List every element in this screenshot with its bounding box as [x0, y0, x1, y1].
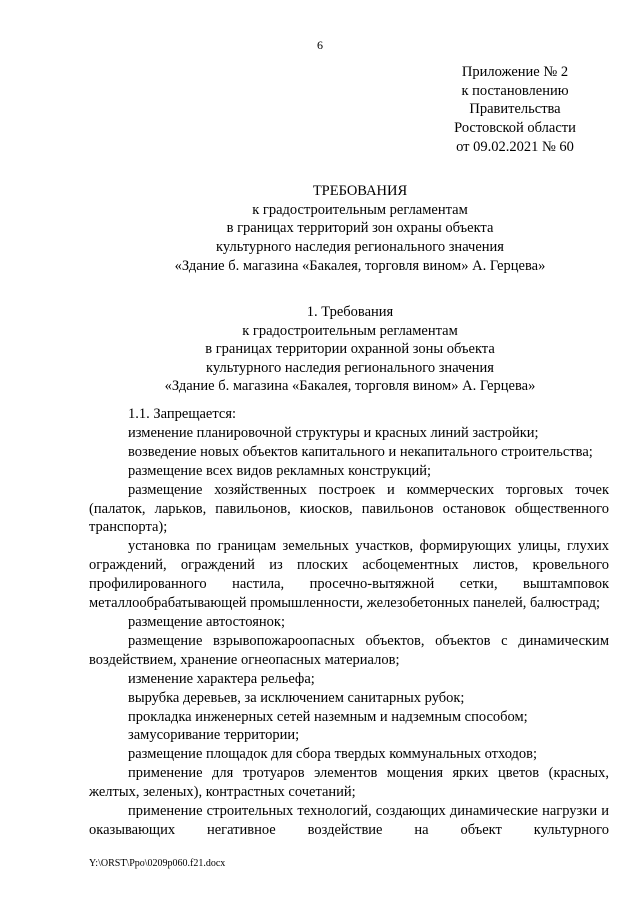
section-heading-line: культурного наследия регионального значения: [206, 359, 494, 376]
section-heading-line: «Здание б. магазина «Бакалея, торговля вином» А. Герцева»: [164, 378, 536, 395]
appendix-line: Приложение № 2: [461, 64, 569, 80]
document-title: [0, 182, 640, 276]
paragraph: прокладка инженерных сетей наземным и надземным способом;: [128, 708, 528, 725]
paragraph: 1.1. Запрещается:: [128, 406, 237, 422]
paragraph: размещение хозяйственных построек и коммерческих торговых точек (палаток, ларьков, павильонов, киосков, павильонов остановок общественного транспорта);: [89, 481, 609, 536]
body-text: [89, 405, 609, 840]
title-line: в границах территорий зон охраны объекта: [226, 220, 494, 237]
paragraph: размещение всех видов рекламных конструкций;: [128, 462, 432, 479]
title-line: культурного наследия регионального значения: [216, 239, 504, 256]
section-heading-line: к градостроительным регламентам: [242, 322, 458, 339]
paragraph: вырубка деревьев, за исключением санитарных рубок;: [128, 689, 465, 706]
paragraph: изменение характера рельефа;: [128, 670, 315, 687]
title-heading: ТРЕБОВАНИЯ: [312, 183, 408, 199]
section-heading-line: в границах территории охранной зоны объекта: [205, 341, 495, 358]
paragraph: изменение планировочной структуры и красных линий застройки;: [128, 424, 539, 441]
paragraph: установка по границам земельных участков, формирующих улицы, глухих ограждений, ограждений из плоских асбоцементных листов, кровельного профилированного настила, просечно-вытяжной сетки, выштамповок металлообрабатывающей промышленности, железобетонных панелей, балюстрад;: [89, 538, 609, 612]
paragraph: применение строительных технологий, создающих динамические нагрузки и оказывающих негативное воздействие на объект культурного: [89, 803, 609, 838]
paragraph: замусоривание территории;: [128, 727, 300, 744]
title-line: «Здание б. магазина «Бакалея, торговля вином» А. Герцева»: [174, 257, 546, 274]
page-number: 6: [317, 38, 323, 52]
appendix-line: к постановлению: [461, 82, 569, 99]
paragraph: возведение новых объектов капитального и некапитального строительства;: [128, 443, 593, 460]
appendix-line: Правительства: [469, 101, 561, 118]
appendix-line: от 09.02.2021 № 60: [456, 138, 574, 155]
paragraph: применение для тротуаров элементов мощения ярких цветов (красных, желтых, зеленых), контрастных сочетаний;: [89, 765, 609, 801]
appendix-line: Ростовской области: [454, 120, 576, 137]
paragraph: размещение взрывопожароопасных объектов, объектов с динамическим воздействием, хранение огнеопасных материалов;: [89, 632, 609, 668]
paragraph: размещение автостоянок;: [128, 613, 285, 630]
paragraph: размещение площадок для сбора твердых коммунальных отходов;: [128, 746, 538, 763]
footer-file-path: Y:\ORST\Ppo\0209p060.f21.docx: [89, 858, 226, 869]
section-heading: [0, 303, 640, 396]
section-heading-line: 1. Требования: [306, 304, 394, 320]
appendix-reference: [440, 63, 590, 157]
title-line: к градостроительным регламентам: [252, 201, 468, 218]
